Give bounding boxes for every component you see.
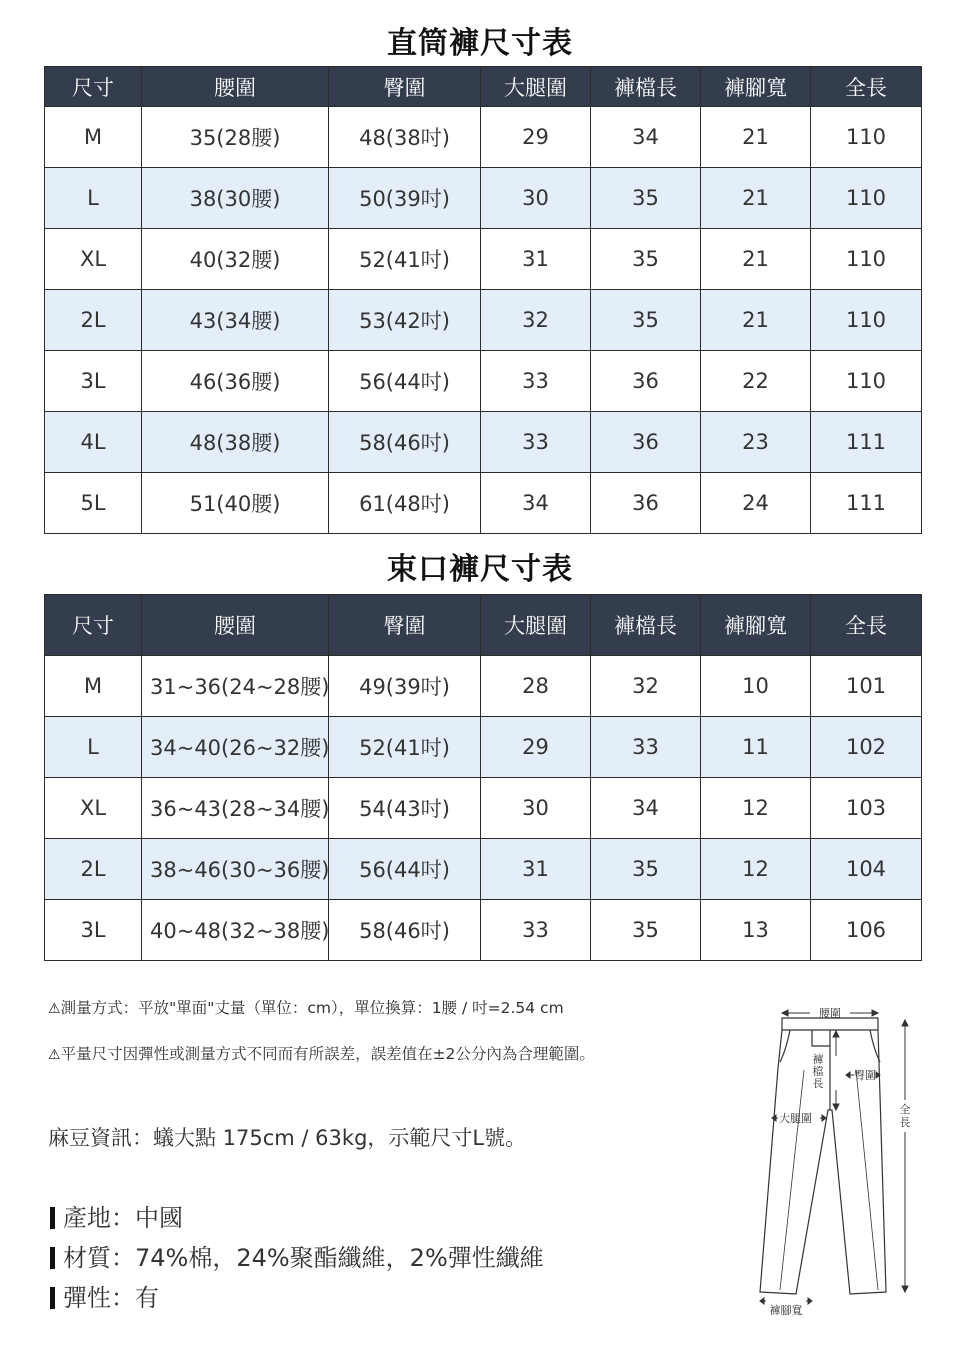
hip-cell: 58(46吋) (329, 900, 481, 961)
table-row (45, 473, 922, 534)
waist-cell: 40(32腰) (142, 229, 329, 290)
length-cell: 101 (811, 656, 922, 717)
rise-cell: 35 (591, 290, 701, 351)
rise-cell: 35 (591, 839, 701, 900)
header-hem: 褲腳寬 (701, 595, 811, 656)
model-info: 麻豆資訊：蟻大點 175cm / 63kg，示範尺寸L號。 (48, 1126, 527, 1150)
size-cell: L (45, 168, 142, 229)
hem-cell: 12 (701, 778, 811, 839)
length-cell: 106 (811, 900, 922, 961)
hip-cell: 48(38吋) (329, 107, 481, 168)
bullet-bar (50, 1247, 55, 1269)
table-row (45, 839, 922, 900)
header-waist: 腰圍 (142, 595, 329, 656)
length-cell: 111 (811, 473, 922, 534)
size-cell: 2L (45, 290, 142, 351)
thigh-cell: 31 (481, 229, 591, 290)
hem-cell: 21 (701, 168, 811, 229)
waist-cell: 35(28腰) (142, 107, 329, 168)
rise-cell: 35 (591, 168, 701, 229)
length-cell: 104 (811, 839, 922, 900)
diagram-thigh-label: 大腿圍 (779, 1112, 812, 1125)
hem-cell: 21 (701, 229, 811, 290)
rise-cell: 33 (591, 717, 701, 778)
pants-diagram-svg (750, 1000, 920, 1320)
header-size: 尺寸 (45, 67, 142, 107)
length-cell: 110 (811, 168, 922, 229)
hem-cell: 21 (701, 290, 811, 351)
spec-origin-text: 產地：中國 (63, 1204, 183, 1232)
waist-cell: 38(30腰) (142, 168, 329, 229)
waist-cell: 48(38腰) (142, 412, 329, 473)
table-header-row (45, 67, 922, 107)
hem-cell: 12 (701, 839, 811, 900)
waist-cell: 46(36腰) (142, 351, 329, 412)
diagram-length-label-1: 全 (899, 1103, 911, 1116)
diagram-length-label-2: 長 (899, 1116, 911, 1129)
measure-arrows (760, 1010, 908, 1304)
thigh-cell: 31 (481, 839, 591, 900)
length-cell: 111 (811, 412, 922, 473)
thigh-cell: 29 (481, 717, 591, 778)
jogger-pants-title: 束口褲尺寸表 (387, 552, 573, 587)
table-row (45, 168, 922, 229)
length-cell: 102 (811, 717, 922, 778)
header-rise: 褲檔長 (591, 595, 701, 656)
diagram-hip-label: 臀圍 (854, 1069, 876, 1082)
rise-cell: 36 (591, 473, 701, 534)
table-row (45, 351, 922, 412)
hip-cell: 49(39吋) (329, 656, 481, 717)
hem-cell: 24 (701, 473, 811, 534)
size-cell: 2L (45, 839, 142, 900)
spec-elasticity-text: 彈性：有 (63, 1284, 159, 1312)
rise-cell: 34 (591, 107, 701, 168)
size-cell: XL (45, 778, 142, 839)
diagram-waist-label: 腰圍 (819, 1007, 841, 1020)
hip-cell: 50(39吋) (329, 168, 481, 229)
rise-cell: 34 (591, 778, 701, 839)
spec-elasticity (50, 1278, 159, 1313)
header-rise: 褲檔長 (591, 67, 701, 107)
hip-cell: 53(42吋) (329, 290, 481, 351)
thigh-cell: 32 (481, 290, 591, 351)
hip-cell: 56(44吋) (329, 839, 481, 900)
diagram-rise-label-3: 長 (812, 1077, 824, 1090)
spec-origin (50, 1198, 183, 1233)
table-row (45, 290, 922, 351)
size-cell: 3L (45, 900, 142, 961)
hip-cell: 61(48吋) (329, 473, 481, 534)
table-row (45, 229, 922, 290)
spec-material-text: 材質：74%棉，24%聚酯纖維，2%彈性纖維 (63, 1244, 544, 1272)
rise-cell: 32 (591, 656, 701, 717)
size-cell: 5L (45, 473, 142, 534)
diagram-hem-label: 褲腳寬 (769, 1304, 803, 1317)
thigh-cell: 33 (481, 412, 591, 473)
rise-cell: 36 (591, 351, 701, 412)
thigh-cell: 34 (481, 473, 591, 534)
thigh-cell: 29 (481, 107, 591, 168)
hem-cell: 13 (701, 900, 811, 961)
hip-cell: 58(46吋) (329, 412, 481, 473)
table-row (45, 656, 922, 717)
size-cell: L (45, 717, 142, 778)
hip-cell: 52(41吋) (329, 229, 481, 290)
warning-icon: ⚠ (48, 1047, 61, 1063)
hem-cell: 21 (701, 107, 811, 168)
size-cell: M (45, 107, 142, 168)
table-row (45, 900, 922, 961)
hip-cell: 54(43吋) (329, 778, 481, 839)
rise-cell: 36 (591, 412, 701, 473)
header-hip: 臀圍 (329, 67, 481, 107)
measurement-note-text: 測量方式：平放"單面"丈量（單位：cm），單位換算：1腰 / 吋=2.54 cm (60, 999, 564, 1017)
header-length: 全長 (811, 595, 922, 656)
waist-cell: 43(34腰) (142, 290, 329, 351)
thigh-cell: 28 (481, 656, 591, 717)
jogger-size-table (44, 594, 922, 961)
length-cell: 110 (811, 290, 922, 351)
measurement-note (48, 996, 564, 1018)
length-cell: 110 (811, 229, 922, 290)
straight-pants-title: 直筒褲尺寸表 (387, 26, 573, 61)
waist-cell: 38~46(30~36腰) (142, 839, 329, 900)
hip-cell: 52(41吋) (329, 717, 481, 778)
thigh-cell: 30 (481, 168, 591, 229)
hem-cell: 22 (701, 351, 811, 412)
hem-cell: 23 (701, 412, 811, 473)
spec-material (50, 1238, 544, 1273)
header-hip: 臀圍 (329, 595, 481, 656)
waist-cell: 34~40(26~32腰) (142, 717, 329, 778)
length-cell: 110 (811, 351, 922, 412)
hip-cell: 56(44吋) (329, 351, 481, 412)
length-cell: 103 (811, 778, 922, 839)
header-thigh: 大腿圍 (481, 67, 591, 107)
straight-size-table (44, 66, 922, 534)
tolerance-note (48, 1042, 595, 1064)
thigh-cell: 30 (481, 778, 591, 839)
diagram-rise-label-1: 褲 (812, 1053, 824, 1066)
pants-measurement-diagram (750, 1000, 920, 1320)
rise-cell: 35 (591, 900, 701, 961)
tolerance-note-text: 平量尺寸因彈性或測量方式不同而有所誤差，誤差值在±2公分內為合理範圍。 (60, 1045, 595, 1063)
waist-cell: 51(40腰) (142, 473, 329, 534)
size-cell: M (45, 656, 142, 717)
table-header-row (45, 595, 922, 656)
header-waist: 腰圍 (142, 67, 329, 107)
header-size: 尺寸 (45, 595, 142, 656)
waist-cell: 31~36(24~28腰) (142, 656, 329, 717)
rise-cell: 35 (591, 229, 701, 290)
waist-cell: 40~48(32~38腰) (142, 900, 329, 961)
waist-cell: 36~43(28~34腰) (142, 778, 329, 839)
table-row (45, 107, 922, 168)
bullet-bar (50, 1207, 55, 1229)
hem-cell: 10 (701, 656, 811, 717)
bullet-bar (50, 1287, 55, 1309)
size-cell: 4L (45, 412, 142, 473)
length-cell: 110 (811, 107, 922, 168)
header-hem: 褲腳寬 (701, 67, 811, 107)
table-row (45, 778, 922, 839)
thigh-cell: 33 (481, 900, 591, 961)
table-row (45, 717, 922, 778)
header-thigh: 大腿圍 (481, 595, 591, 656)
size-cell: 3L (45, 351, 142, 412)
header-length: 全長 (811, 67, 922, 107)
diagram-rise-label-2: 檔 (812, 1065, 824, 1078)
size-cell: XL (45, 229, 142, 290)
warning-icon: ⚠ (48, 1001, 61, 1017)
thigh-cell: 33 (481, 351, 591, 412)
table-row (45, 412, 922, 473)
hem-cell: 11 (701, 717, 811, 778)
